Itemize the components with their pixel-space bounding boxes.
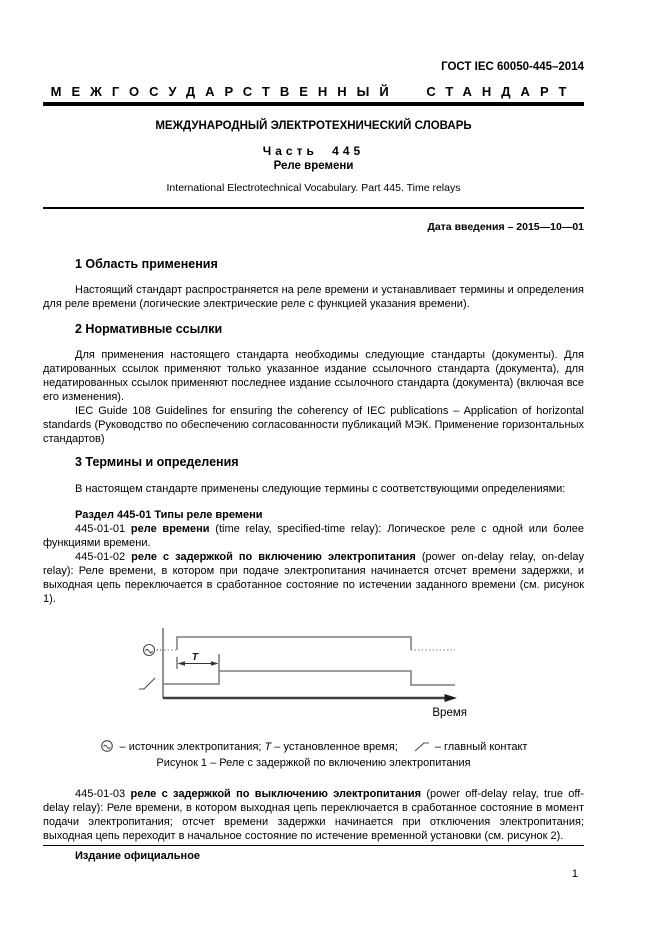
thick-rule [43, 102, 584, 106]
figure-1 [43, 626, 584, 770]
legend-source-text: – источник электропитания; [119, 740, 265, 753]
term-445-01-03 [43, 787, 584, 843]
term-name: реле с задержкой по выключению электропитания [130, 787, 422, 800]
term-definition: (time relay, specified-time relay): Логическое реле с одной или более функциями времени. [43, 522, 584, 549]
legend-t-symbol: T [264, 740, 272, 753]
term-name: реле времени [130, 522, 210, 535]
edition-note: Издание официальное [75, 850, 201, 862]
part-label: Часть 445 [262, 143, 365, 158]
legend-contact-text: – главный контакт [434, 740, 528, 753]
contact-trace [163, 671, 455, 685]
footer-rule [43, 845, 584, 847]
contact-icon [139, 678, 155, 689]
standard-type-banner: МЕЖГОСУДАРСТВЕННЫЙ СТАНДАРТ [50, 84, 577, 99]
subsection-445-01-heading: Раздел 445-01 Типы реле времени [75, 508, 263, 521]
term-number: 445-01-01 [75, 522, 131, 535]
t-label: T [191, 650, 199, 663]
term-definition: (power on-delay relay, on-delay relay): Реле времени, в котором при подаче электропитания начинается отсчет времени задержки, и выходная цепь переключается в сработанное состояние по истечении заданного времени (см. рисунок 1). [43, 550, 584, 605]
time-axis [163, 694, 457, 702]
term-definition: (power off-delay relay, true off-delay relay): Реле времени, в котором выходная цепь переключается в сработанное состояние в момент подачи электропитания; отсчет времени задержки начинается при отключения электропитания; выходная цепь переходит в начальное состояние по истечение временной установки (см. рисунок 2). [43, 787, 584, 842]
effective-date: Дата введения – 2015—10—01 [427, 220, 584, 233]
term-name: реле с задержкой по включению электропитания [131, 550, 416, 563]
time-axis-label: Время [432, 706, 467, 719]
part-title: Реле времени [273, 159, 354, 172]
doc-number: ГОСТ IEC 60050-445–2014 [441, 61, 584, 73]
section-2-paragraph-2: IEC Guide 108 Guidelines for ensuring the coherency of IEC publications – Application of horizontal standards (Руководство по обеспечению согласованности публикаций МЭК. Применение горизонтальных стандартов) [43, 404, 584, 445]
term-445-01-01 [43, 522, 584, 550]
document-title-en: International Electrotechnical Vocabulary. Part 445. Time relays [166, 181, 461, 194]
term-number: 445-01-02 [75, 550, 132, 563]
page-content [43, 0, 584, 881]
page-number: 1 [571, 868, 578, 880]
contact-icon [414, 740, 430, 753]
section-1-paragraph: Настоящий стандарт распространяется на реле времени и устанавливает термины и определения для реле времени (логические электрические реле с функцией указания времени). [43, 283, 584, 310]
ac-source-icon [100, 739, 115, 753]
term-445-01-02 [43, 550, 584, 606]
power-trace [164, 637, 455, 650]
term-number: 445-01-03 [75, 787, 131, 800]
section-2-paragraph-1: Для применения настоящего стандарта необходимы следующие стандарты (документы). Для датированных ссылок применяют только указанное издание ссылочного стандарта (документа), для недатированных ссылок применяют последнее издание ссылочного стандарта (документа) (включая все его изменения). [43, 348, 584, 403]
section-3-intro: В настоящем стандарте применены следующие термины с соответствующими определениями: [75, 482, 566, 495]
figure-1-legend [43, 739, 584, 754]
section-3-heading: 3 Термины и определения [75, 454, 239, 469]
ac-source-icon [144, 644, 163, 655]
document-title-ru: МЕЖДУНАРОДНЫЙ ЭЛЕКТРОТЕХНИЧЕСКИЙ СЛОВАРЬ [155, 119, 472, 132]
figure-1-timing-diagram [137, 626, 477, 721]
section-1-heading: 1 Область применения [75, 256, 218, 271]
section-2-heading: 2 Нормативные ссылки [75, 321, 223, 336]
figure-1-diagram-wrap [137, 626, 584, 726]
thin-rule [43, 207, 584, 209]
legend-t-text: – установленное время; [271, 740, 398, 753]
figure-1-caption: Рисунок 1 – Реле с задержкой по включению электропитания [156, 756, 471, 769]
